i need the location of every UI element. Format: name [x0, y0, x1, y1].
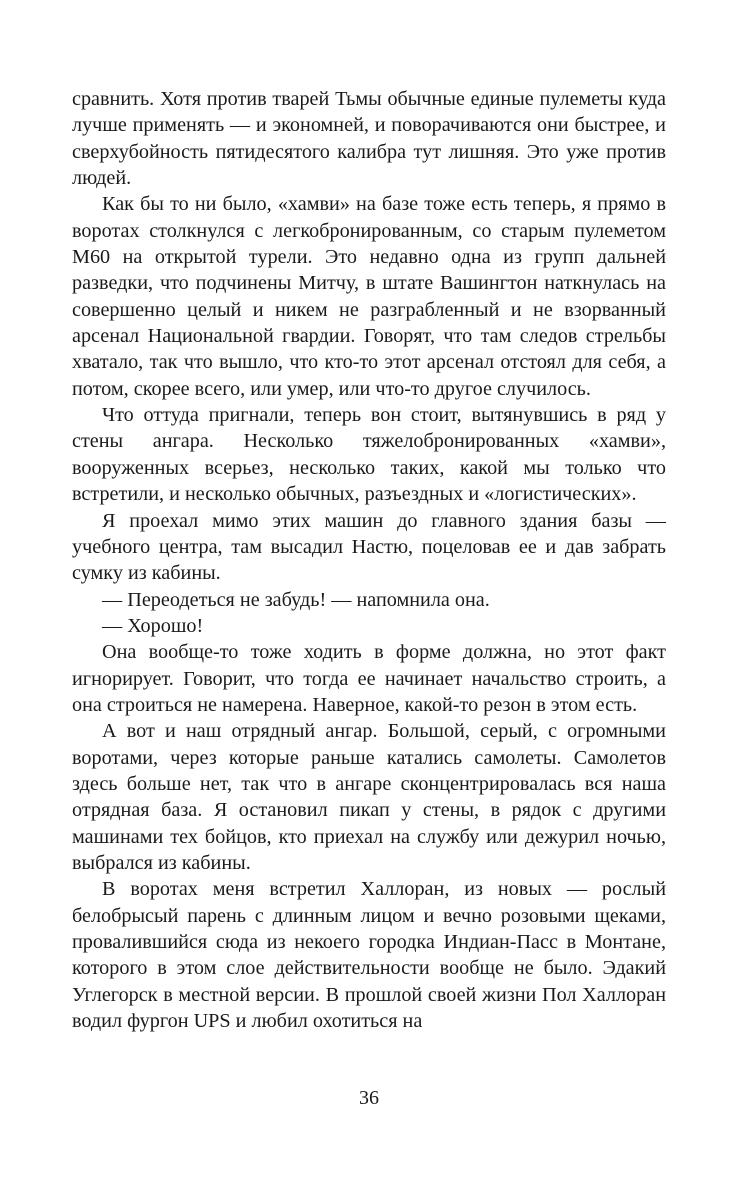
page-number: 36 [359, 1087, 379, 1109]
paragraph-5-dialogue: — Переодеться не забудь! — напомнила она. [102, 588, 490, 611]
paragraph-6-dialogue: — Хорошо! [102, 614, 204, 637]
paragraph-7: Она вообще-то тоже ходить в форме должна, но этот факт игнорирует. Говорит, что тогда ее начинает начальство строить, а она строиться не намерена. Наверное, какой-то резон в этом есть. [72, 641, 666, 716]
paragraph-3: Что оттуда пригнали, теперь вон стоит, вытянувшись в ряд у стены ангара. Несколько тяжелобронированных «хамви», вооруженных всерьез, несколько таких, какой мы только что встретили, и несколько обычных, разъездных и «логистических». [72, 404, 666, 506]
paragraph-2: Как бы то ни было, «хамви» на базе тоже есть теперь, я прямо в воротах столкнулся с легкобронированным, со старым пулеметом М60 на открытой турели. Это недавно одна из групп дальней разведки, что подчинены Митчу, в штате Вашингтон наткнулась на совершенно целый и никем не разграбленный и не взорванный арсенал Национальной гвардии. Говорят, что там следов стрельбы хватало, так что вышло, что кто-то этот арсенал отстоял для себя, а потом, скорее всего, или умер, или что-то другое случилось. [72, 193, 666, 400]
page-text [72, 86, 666, 1086]
paragraph-4: Я проехал мимо этих машин до главного здания базы — учебного центра, там высадил Настю, поцеловав ее и дав забрать сумку из кабины. [72, 509, 666, 585]
paragraph-1: сравнить. Хотя против тварей Тьмы обычные единые пулеметы куда лучше применять — и экономней, и поворачиваются они быстрее, и сверхубойность пятидесятого калибра тут лишняя. Это уже против людей. [72, 88, 666, 190]
paragraph-9: В воротах меня встретил Халлоран, из новых — рослый белобрысый парень с длинным лицом и вечно розовыми щеками, провалившийся сюда из некоего городка Индиан-Пасс в Монтане, которого в этом слое действительности вообще не было. Эдакий Углегорск в местной версии. В прошлой своей жизни Пол Халлоран водил фургон UPS и любил охотиться на [72, 878, 666, 1033]
paragraph-8: А вот и наш отрядный ангар. Большой, серый, с огромными воротами, через которые раньше катались самолеты. Самолетов здесь больше нет, так что в ангаре сконцентрировалась вся наша отрядная база. Я остановил пикап у стены, в рядок с другими машинами тех бойцов, кто приехал на службу или дежурил ночью, выбрался из кабины. [72, 720, 666, 874]
